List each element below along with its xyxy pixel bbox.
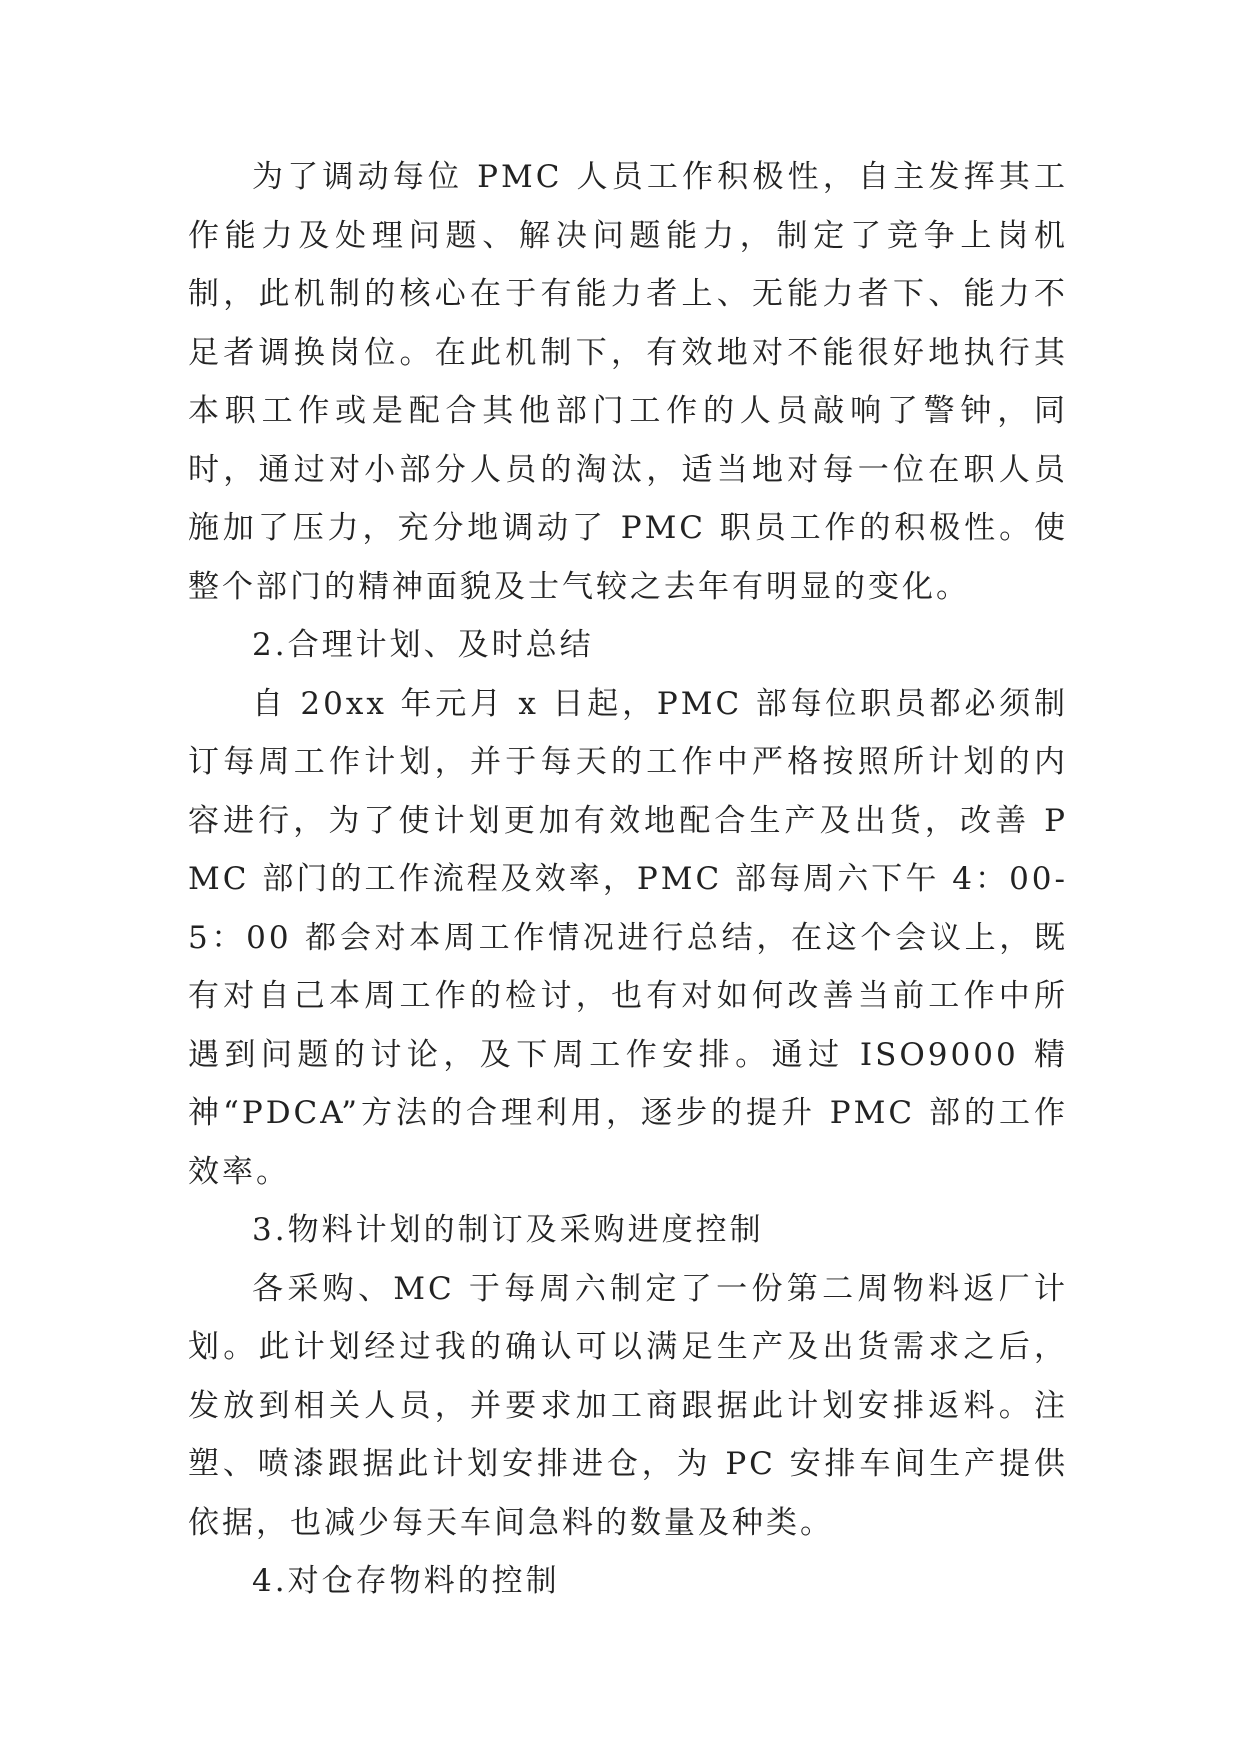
section-heading-2: 2.合理计划、及时总结 [252,627,594,663]
section-heading-3: 3.物料计划的制订及采购进度控制 [252,1212,764,1248]
document-page [188,148,1068,1611]
paragraph-material-plan: 各采购、MC 于每周六制定了一份第二周物料返厂计划。此计划经过我的确认可以满足生产及出货需求之后，发放到相关人员，并要求加工商跟据此计划安排返料。注塑、喷漆跟据此计划安排进仓，为 PC 安排车间生产提供依据，也减少每天车间急料的数量及种类。 [188,1270,1068,1541]
paragraph-weekly-planning: 自 20xx 年元月 x 日起，PMC 部每位职员都必须制订每周工作计划，并于每天的工作中严格按照所计划的内容进行，为了使计划更加有效地配合生产及出货，改善 PMC 部门的工作流程及效率，PMC 部每周六下午 4：00-5：00 都会对本周工作情况进行总结，在这个会议上，既有对自己本周工作的检讨，也有对如何改善当前工作中所遇到问题的讨论，及下周工作安排。通过 ISO9000 精神“PDCA”方法的合理利用，逐步的提升 PMC 部的工作效率。 [188,685,1068,1190]
section-heading-4: 4.对仓存物料的控制 [252,1563,560,1599]
paragraph-competition-mechanism: 为了调动每位 PMC 人员工作积极性，自主发挥其工作能力及处理问题、解决问题能力，制定了竞争上岗机制，此机制的核心在于有能力者上、无能力者下、能力不足者调换岗位。在此机制下，有效地对不能很好地执行其本职工作或是配合其他部门工作的人员敲响了警钟，同时，通过对小部分人员的淘汰，适当地对每一位在职人员施加了压力，充分地调动了 PMC 职员工作的积极性。使整个部门的精神面貌及士气较之去年有明显的变化。 [188,159,1068,605]
